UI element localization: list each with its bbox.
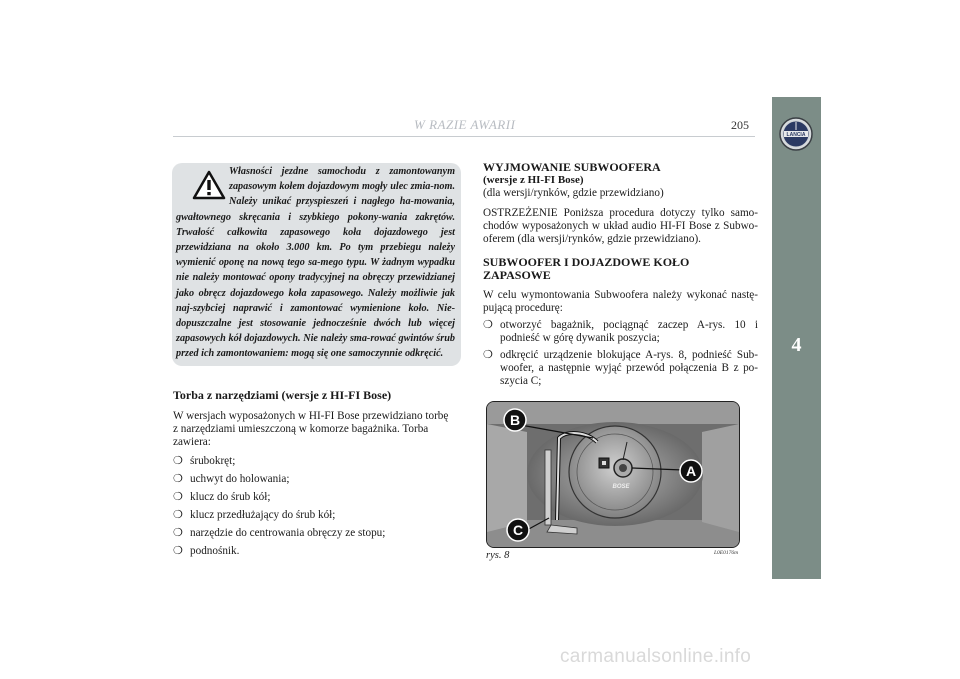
header-divider xyxy=(173,136,755,137)
subwoofer-steps xyxy=(483,319,758,388)
tool-bag-section xyxy=(173,389,455,563)
list-item: ❍ uchwyt do holowania; xyxy=(173,473,290,485)
list-item: ❍ śrubokręt; xyxy=(173,455,236,467)
bose-brand-label: BOSE xyxy=(612,484,630,490)
subwoofer-removal-heading: WYJMOWANIE SUBWOOFERA xyxy=(483,160,661,174)
tool-bag-list xyxy=(173,455,455,558)
lancia-logo-icon xyxy=(779,117,813,151)
bullet-icon: ❍ xyxy=(173,527,183,539)
list-item: ❍ otworzyć bagażnik, pociągnąć zaczep A-rys. 10 i podnieść w górę dywanik poszycia; xyxy=(483,319,758,344)
subwoofer-caution: OSTRZEŻENIE Poniższa procedura dotyczy tylko samo-chodów wyposażonych w układ audio HI-FI Bose z Subwo-oferem (dla wersji/rynków, gdzie przewidziano). xyxy=(483,207,758,245)
bullet-icon: ❍ xyxy=(173,545,183,557)
figure-caption: rys. 8 xyxy=(486,550,510,561)
subwoofer-section xyxy=(483,161,758,392)
warning-text: Własności jezdne samochodu z zamontowanym zapasowym kołem dojazdowym mogły ulec zmia-nom. Należy unikać przyspieszeń i nagłego ha-mowania, gwałtownego skręcania i szybkiego pokony-wania zakrętów. Trwałość całkowita zapasowego koła dojazdowego jest przewidziana na około 3.000 km. Po tym przebiegu należy wymienić oponę na nową tego sa-mego typu. W żadnym wypadku nie należy montować opony tradycyjnej na obręczy przewidzianej jako obręcz dojazdowego koła zapasowego. Należy możliwie jak naj-szybciej naprawić i zamontować wymienione koło. Nie-dopuszczalne jest stosowanie jednocześnie dwóch lub więcej zapasowych kół dojazdowych. Nie należy sma-rować gwintów śrub przed ich zamontowaniem: mogą się one samoczynnie odkręcić. xyxy=(176,166,455,360)
tool-bag-intro: W wersjach wyposażonych w HI-FI Bose przewidziano torbę z narzędziami umieszczoną w komorze bagażnika. Torba zawiera: xyxy=(173,410,449,448)
subwoofer-illustration xyxy=(487,402,739,547)
figure-label-b: B xyxy=(509,412,521,428)
bullet-icon: ❍ xyxy=(173,473,183,485)
section-title: W RAZIE AWARII xyxy=(414,117,516,132)
page-number: 205 xyxy=(731,118,749,132)
list-item: ❍ klucz przedłużający do śrub kół; xyxy=(173,509,336,521)
subwoofer-figure xyxy=(486,401,740,548)
list-item: ❍ podnośnik. xyxy=(173,545,240,557)
svg-text:LANCIA: LANCIA xyxy=(786,132,806,138)
subwoofer-removal-subheading: (wersje z HI-FI Bose) xyxy=(483,174,584,186)
watermark: carmanualsonline.info xyxy=(560,646,752,667)
bullet-icon: ❍ xyxy=(173,455,183,467)
tool-bag-heading: Torba z narzędziami (wersje z HI-FI Bose) xyxy=(173,388,392,402)
bullet-icon: ❍ xyxy=(173,491,183,503)
chapter-number: 4 xyxy=(791,334,802,356)
list-item: ❍ klucz do śrub kół; xyxy=(173,491,271,503)
figure-label-a: A xyxy=(685,463,697,479)
figure-label-c: C xyxy=(512,522,524,538)
subwoofer-removal-note: (dla wersji/rynków, gdzie przewidziano) xyxy=(483,187,664,199)
list-item: ❍ odkręcić urządzenie blokujące A-rys. 8, podnieść Sub-woofer, a następnie wyjąć przewód połączenia B z po-szycia C; xyxy=(483,349,758,387)
bullet-icon: ❍ xyxy=(483,349,493,361)
list-item: ❍ narzędzie do centrowania obręczy ze stopu; xyxy=(173,527,386,539)
subwoofer-spare-intro: W celu wymontowania Subwoofera należy wykonać nastę-pującą procedurę: xyxy=(483,289,758,314)
bullet-icon: ❍ xyxy=(483,319,493,331)
subwoofer-spare-heading: SUBWOOFER I DOJAZDOWE KOŁO ZAPASOWE xyxy=(483,255,690,282)
bullet-icon: ❍ xyxy=(173,509,183,521)
figure-code: L0E0176m xyxy=(714,550,739,556)
